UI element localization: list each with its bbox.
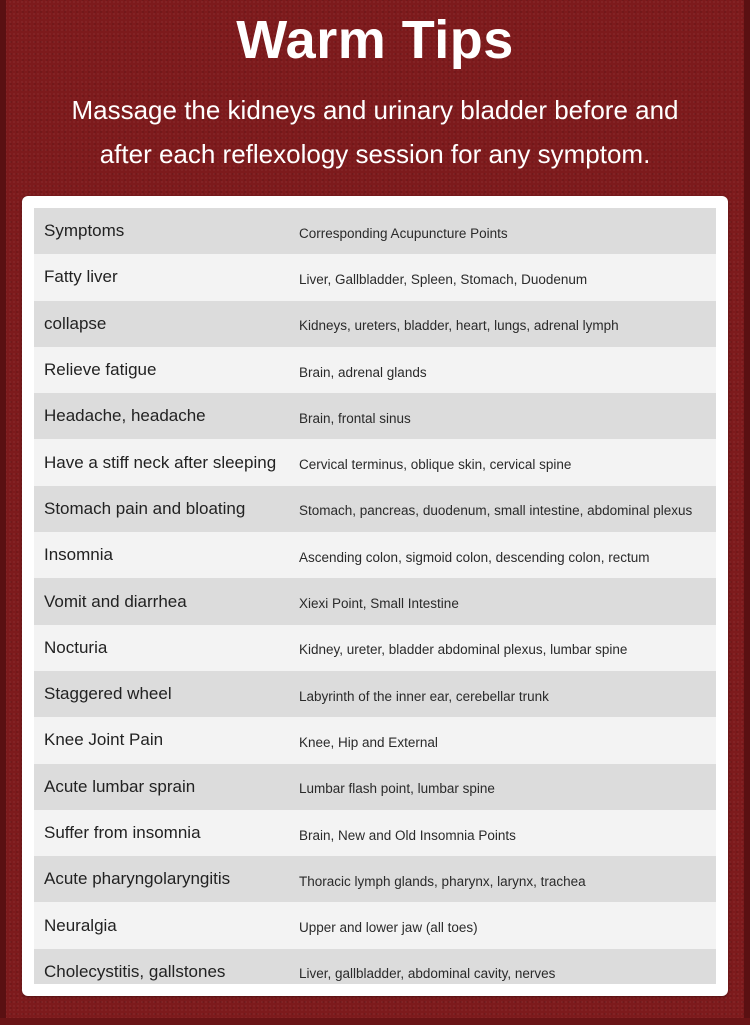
points-cell: Liver, gallbladder, abdominal cavity, nerves — [299, 966, 556, 982]
table-row — [34, 254, 716, 300]
table-row — [34, 532, 716, 578]
symptom-table — [34, 208, 716, 984]
symptom-cell: Suffer from insomnia — [44, 823, 201, 842]
points-cell: Kidney, ureter, bladder abdominal plexus, lumbar spine — [299, 642, 628, 658]
symptom-cell: Symptoms — [44, 221, 125, 241]
symptom-cell: Fatty liver — [44, 267, 118, 287]
symptom-cell: Neuralgia — [44, 915, 117, 935]
frame-left-border — [0, 0, 6, 1025]
points-cell: Thoracic lymph glands, pharynx, larynx, trachea — [299, 873, 586, 889]
table-row — [34, 347, 716, 393]
symptom-cell: Relieve fatigue — [44, 360, 157, 380]
symptom-cell: Knee Joint Pain — [44, 730, 164, 750]
symptom-cell: collapse — [44, 313, 107, 333]
symptom-cell: Staggered wheel — [44, 684, 172, 704]
table-row — [34, 671, 716, 717]
symptom-cell: Stomach pain and bloating — [44, 498, 246, 518]
table-row — [34, 393, 716, 439]
points-cell: Labyrinth of the inner ear, cerebellar trunk — [299, 688, 549, 704]
symptom-cell: Headache, headache — [44, 406, 206, 426]
subtitle-line-1: Massage the kidneys and urinary bladder before and — [71, 95, 679, 125]
points-cell: Upper and lower jaw (all toes) — [299, 920, 478, 936]
points-cell: Brain, frontal sinus — [299, 410, 411, 426]
table-card — [22, 196, 728, 996]
points-cell: Cervical terminus, oblique skin, cervical spine — [299, 457, 572, 473]
page-title: Warm Tips — [236, 10, 514, 70]
table-row — [34, 949, 716, 984]
subtitle-line-2: after each reflexology session for any symptom. — [99, 139, 651, 169]
symptom-cell: Acute pharyngolaryngitis — [44, 869, 231, 889]
table-row — [34, 810, 716, 856]
bottom-border — [0, 1018, 750, 1025]
points-cell: Brain, adrenal glands — [299, 364, 427, 380]
symptom-cell: Insomnia — [44, 545, 113, 565]
symptom-cell: Nocturia — [44, 637, 108, 657]
points-cell: Stomach, pancreas, duodenum, small intestine, abdominal plexus — [299, 503, 693, 519]
points-cell: Knee, Hip and External — [299, 734, 438, 750]
points-cell: Kidneys, ureters, bladder, heart, lungs, adrenal lymph — [299, 318, 619, 334]
points-cell: Brain, New and Old Insomnia Points — [299, 827, 516, 843]
table-row — [34, 625, 716, 671]
table-row — [34, 208, 716, 254]
table-row — [34, 439, 716, 485]
table-row — [34, 764, 716, 810]
points-cell: Xiexi Point, Small Intestine — [299, 596, 459, 612]
table-row — [34, 301, 716, 347]
symptom-cell: Acute lumbar sprain — [44, 776, 196, 796]
symptom-cell: Cholecystitis, gallstones — [44, 961, 226, 981]
points-cell: Corresponding Acupuncture Points — [299, 225, 508, 241]
page-subtitle — [20, 88, 730, 176]
symptom-cell: Have a stiff neck after sleeping — [44, 452, 277, 472]
points-cell: Liver, Gallbladder, Spleen, Stomach, Duodenum — [299, 271, 588, 287]
points-cell: Ascending colon, sigmoid colon, descending colon, rectum — [299, 549, 650, 565]
table-row — [34, 578, 716, 624]
symptom-cell: Vomit and diarrhea — [44, 591, 187, 611]
points-cell: Lumbar flash point, lumbar spine — [299, 781, 495, 797]
table-row — [34, 486, 716, 532]
table-row — [34, 902, 716, 948]
table-row — [34, 717, 716, 763]
table-row — [34, 856, 716, 902]
frame-right-border — [744, 0, 750, 1025]
